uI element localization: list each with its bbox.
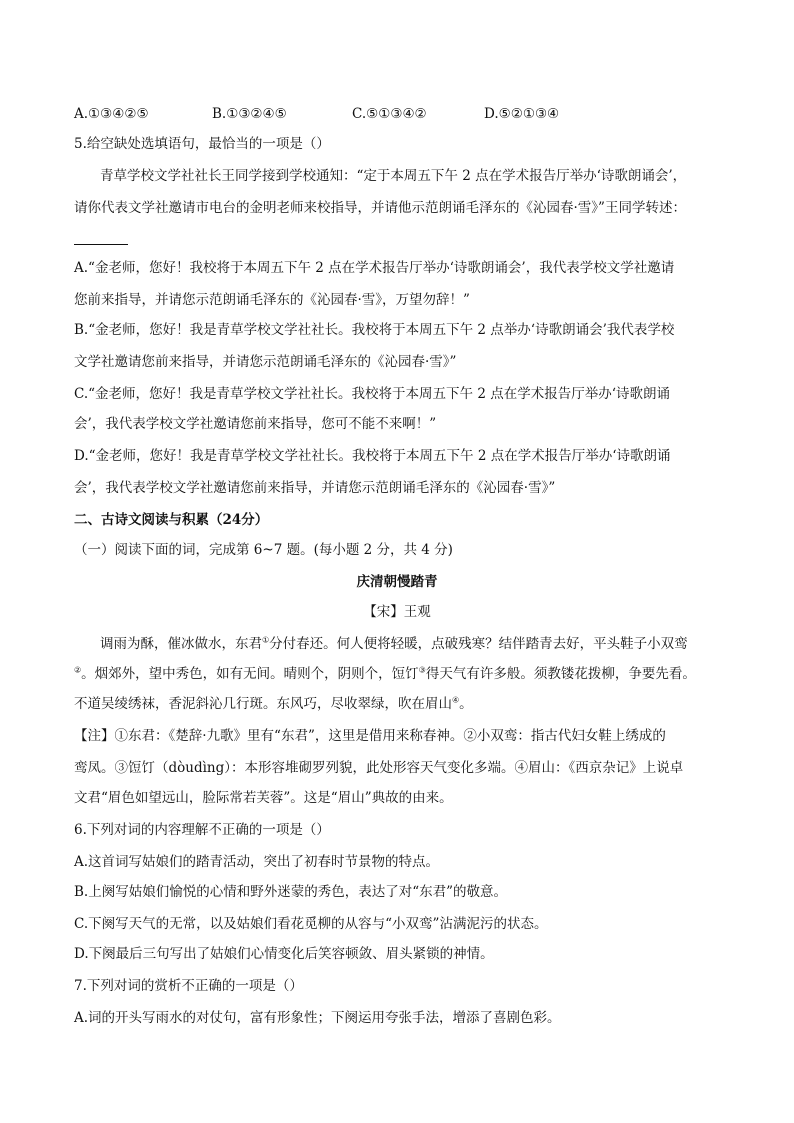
q4-option-b: B.①③②④⑤: [212, 106, 287, 122]
q5-passage-line-2: 请你代表文学社邀请市电台的金明老师来校指导，并请他示范朗诵毛泽东的《沁园春·雪》”王同学转述：: [74, 200, 686, 216]
q6-stem: 6.下列对词的内容理解不正确的一项是（）: [74, 822, 330, 838]
footnote-marker-4: ④: [452, 695, 460, 705]
poem-text: 得天气有许多般。须教镂花拨柳，争要先看。: [425, 666, 696, 682]
notes-line-2: 鸾凤。③饾饤（dòudìng）：本形容堆砌罗列貌，此处形容天气变化多端。④眉山：《西京杂记》上说卓: [74, 760, 684, 776]
q5-passage-line-1: 青草学校文学社社长王同学接到学校通知：“定于本周五下午 2 点在学术报告厅举办‘诗歌朗诵会’，: [100, 168, 687, 184]
q5-option-d-line-1: D.“金老师，您好！我是青草学校文学社社长。我校将于本周五下午 2 点在学术报告厅举办‘诗歌朗诵: [74, 448, 671, 464]
poem-text: 。烟郊外，望中秀色，如有无间。晴则个，阴则个，饾饤: [81, 666, 419, 682]
poem-title: 庆清朝慢踏青: [356, 574, 438, 590]
poem-author: 【宋】王观: [363, 604, 431, 620]
answer-blank: [74, 244, 128, 245]
notes-line-3: 文君“眉色如望远山，脸际常若芙蓉”。这是“眉山”典故的由来。: [74, 790, 453, 806]
q5-option-d-line-2: 会’，我代表学校文学社邀请您前来指导，并请您示范朗诵毛泽东的《沁园春·雪》”: [74, 480, 556, 496]
q7-option-a: A.词的开头写雨水的对仗句，富有形象性；下阕运用夸张手法，增添了喜剧色彩。: [74, 1010, 561, 1026]
q5-option-b-line-2: 文学社邀请您前来指导，并请您示范朗诵毛泽东的《沁园春·雪》”: [74, 354, 457, 370]
footnote-marker-3: ③: [418, 665, 426, 675]
q4-option-a: A.①③④②⑤: [74, 106, 149, 122]
footnote-marker-1: ①: [262, 635, 270, 645]
q6-option-d: D.下阕最后三句写出了姑娘们心情变化后笑容顿敛、眉头紧锁的神情。: [74, 946, 494, 962]
poem-text: 分付春还。何人便将轻暖，点破残寒？结伴踏青去好，平头鞋子小双鸾: [269, 636, 688, 652]
notes-line-1: 【注】①东君：《楚辞·九歌》里有“东君”，这里是借用来称春神。②小双鸾：指古代妇女鞋上绣成的: [74, 728, 666, 744]
poem-text: 不道吴绫绣袜，香泥斜沁几行斑。东风巧，尽收翠绿，吹在眉山: [74, 696, 452, 712]
q5-option-c-line-2: 会’，我代表学校文学社邀请您前来指导，您可不能不来啊！”: [74, 416, 437, 432]
q5-option-a-line-1: A.“金老师，您好！我校将于本周五下午 2 点在学术报告厅举办‘诗歌朗诵会’，我代表学校文学社邀请: [74, 260, 675, 276]
q6-option-b: B.上阕写姑娘们愉悦的心情和野外迷蒙的秀色，表达了对“东君”的敬意。: [74, 884, 508, 900]
q4-option-d: D.⑤②①③④: [484, 106, 560, 122]
q7-stem: 7.下列对词的赏析不正确的一项是（）: [74, 978, 303, 994]
q4-option-c: C.⑤①③④②: [352, 106, 427, 122]
poem-line-2: [74, 664, 696, 684]
q6-option-c: C.下阕写天气的无常，以及姑娘们看花觅柳的从容与“小双鸾”沾满泥污的状态。: [74, 916, 548, 932]
q5-option-b-line-1: B.“金老师，您好！我是青草学校文学社社长。我校将于本周五下午 2 点举办‘诗歌朗诵会’我代表学校: [74, 322, 675, 338]
q6-option-a: A.这首词写姑娘们的踏青活动，突出了初春时节景物的特点。: [74, 854, 440, 870]
q5-option-a-line-2: 您前来指导，并请您示范朗诵毛泽东的《沁园春·雪》，万望勿辞！”: [74, 292, 470, 308]
poem-text: 调雨为酥，催冰做水，东君: [100, 636, 262, 652]
q5-stem: 5.给空缺处选填语句，最恰当的一项是（）: [74, 136, 330, 152]
poem-line-1: [100, 634, 688, 654]
section-subheading: （一）阅读下面的词，完成第 6~7 题。(每小题 2 分，共 4 分): [74, 542, 453, 558]
poem-line-3: [74, 694, 473, 714]
footnote-marker-2: ②: [74, 665, 82, 675]
section-heading: 二、古诗文阅读与积累（24分）: [74, 512, 269, 528]
poem-text: 。: [459, 696, 473, 712]
q5-option-c-line-1: C.“金老师，您好！我是青草学校文学社社长。我校将于本周五下午 2 点在学术报告厅举办‘诗歌朗诵: [74, 386, 671, 402]
